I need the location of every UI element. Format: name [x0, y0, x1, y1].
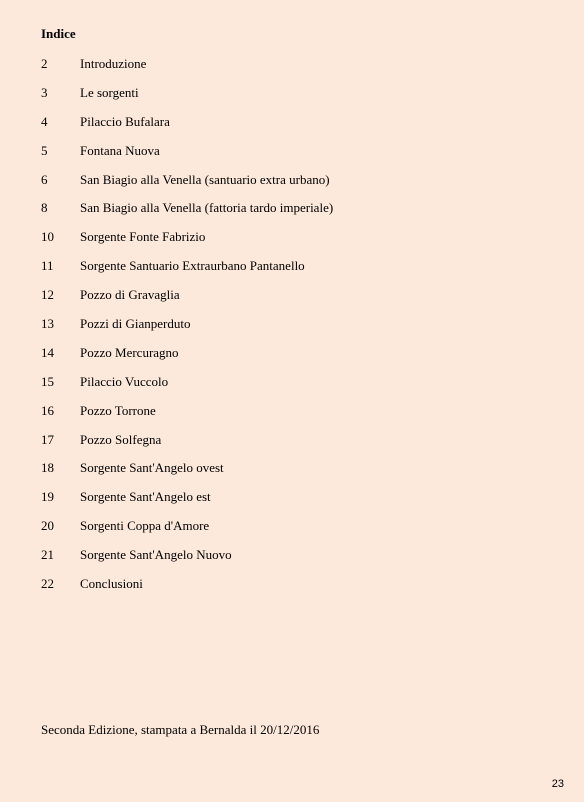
toc-entry-page: 4: [41, 113, 48, 129]
index-title: Indice: [41, 26, 76, 41]
toc-entry-page: 21: [41, 547, 54, 563]
toc-entry: [41, 432, 333, 461]
toc-entry-page: 2: [41, 56, 48, 71]
toc-entry-label: Sorgente Sant'Angelo Nuovo: [80, 547, 232, 563]
toc-entry: [41, 143, 333, 172]
toc-entry-label: Sorgenti Coppa d'Amore: [80, 518, 210, 534]
toc-entry: [41, 172, 333, 201]
toc-entry-page: 11: [41, 258, 54, 274]
toc-entry-label: Sorgente Sant'Angelo est: [80, 489, 211, 505]
toc-entry-label: Sorgente Santuario Extraurbano Pantanello: [80, 258, 305, 274]
toc-entry-label: Introduzione: [80, 56, 147, 71]
table-of-contents: [41, 56, 333, 605]
toc-entry: [41, 374, 333, 403]
toc-entry-label: San Biagio alla Venella (fattoria tardo imperiale): [80, 200, 334, 216]
toc-entry: [41, 316, 333, 345]
toc-entry-page: 20: [41, 518, 54, 534]
toc-entry-label: Pilaccio Vuccolo: [80, 373, 169, 389]
toc-entry-label: Pozzo Mercuragno: [80, 344, 179, 360]
toc-entry: [41, 229, 333, 258]
toc-entry-page: 12: [41, 287, 54, 303]
toc-entry-page: 19: [41, 489, 54, 505]
edition-note: Seconda Edizione, stampata a Bernalda il 20/12/2016: [41, 722, 320, 737]
toc-entry-page: 5: [41, 142, 48, 158]
page-number: 23: [551, 778, 564, 790]
toc-entry-page: 22: [41, 576, 54, 592]
toc-entry: [41, 56, 333, 85]
toc-entry: [41, 576, 333, 605]
toc-entry-page: 13: [41, 316, 54, 332]
toc-entry: [41, 518, 333, 547]
toc-entry-label: San Biagio alla Venella (santuario extra urbano): [80, 171, 330, 187]
toc-entry-page: 10: [41, 229, 54, 245]
toc-entry-page: 15: [41, 373, 54, 389]
toc-entry-label: Sorgente Fonte Fabrizio: [80, 229, 206, 245]
toc-entry-page: 8: [41, 200, 48, 216]
toc-entry-page: 18: [41, 460, 54, 476]
toc-entry: [41, 460, 333, 489]
toc-entry-label: Conclusioni: [80, 576, 143, 592]
toc-entry-page: 3: [41, 84, 48, 100]
toc-entry: [41, 258, 333, 287]
toc-entry: [41, 85, 333, 114]
toc-entry-label: Pozzi di Gianperduto: [80, 316, 191, 332]
toc-entry-page: 6: [41, 171, 48, 187]
toc-entry-label: Sorgente Sant'Angelo ovest: [80, 460, 224, 476]
toc-entry: [41, 114, 333, 143]
toc-entry-page: 14: [41, 344, 54, 360]
toc-entry-label: Fontana Nuova: [80, 142, 160, 158]
toc-entry-label: Pilaccio Bufalara: [80, 113, 170, 129]
toc-entry-page: 17: [41, 431, 54, 447]
toc-entry: [41, 403, 333, 432]
toc-entry: [41, 345, 333, 374]
toc-entry: [41, 287, 333, 316]
toc-entry: [41, 200, 333, 229]
toc-entry-page: 16: [41, 402, 54, 418]
toc-entry: [41, 489, 333, 518]
toc-entry: [41, 547, 333, 576]
toc-entry-label: Pozzo di Gravaglia: [80, 287, 180, 303]
toc-entry-label: Pozzo Torrone: [80, 402, 156, 418]
toc-entry-label: Le sorgenti: [80, 84, 139, 100]
toc-entry-label: Pozzo Solfegna: [80, 431, 162, 447]
